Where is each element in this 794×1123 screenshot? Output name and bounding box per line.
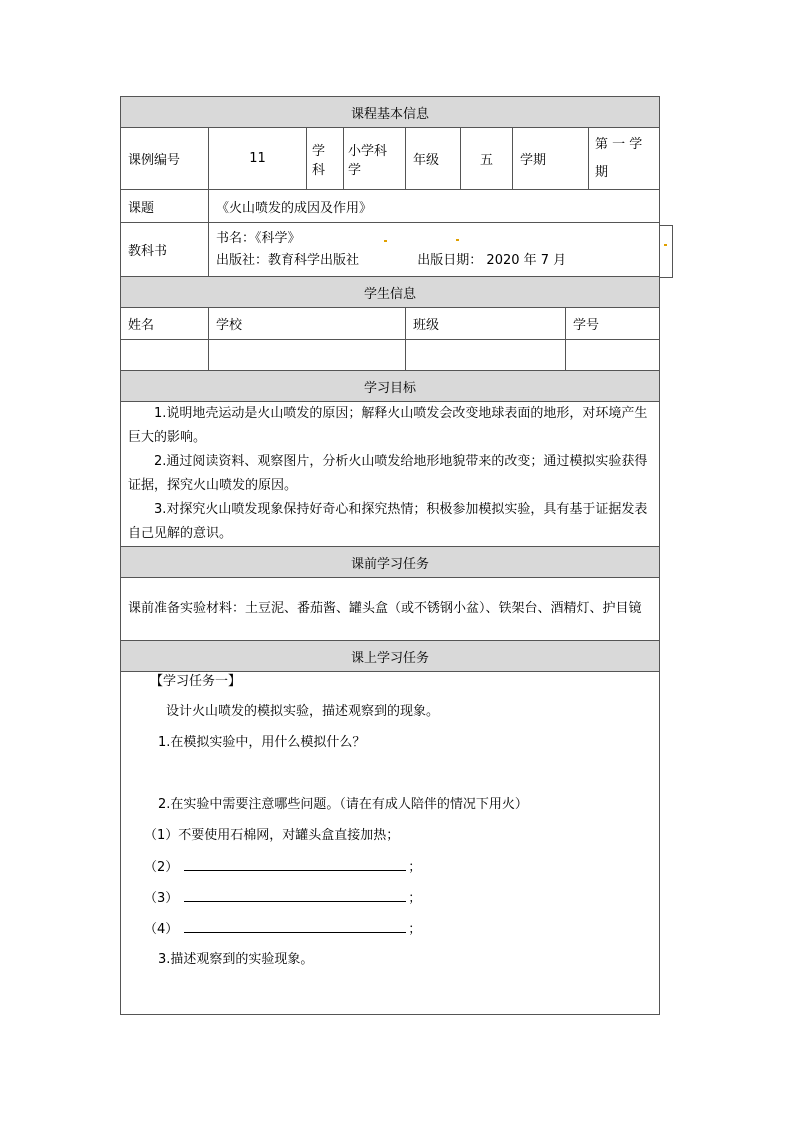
student-id-input-cell[interactable]: [566, 340, 660, 371]
precaution-item-3-semicolon: ；: [408, 891, 422, 906]
precaution-item-4-label: （4）: [144, 922, 179, 937]
pre-class-task-header: 课前学习任务: [121, 547, 660, 578]
class-input-cell[interactable]: [406, 340, 566, 371]
school-input-cell[interactable]: [209, 340, 406, 371]
task-title: 【学习任务一】: [150, 674, 242, 689]
textbook-label: 教科书: [121, 223, 209, 277]
semester-value-line2: 期: [595, 164, 609, 180]
grade-label: 年级: [406, 128, 461, 190]
learning-goals-header: 学习目标: [121, 371, 660, 402]
book-name: 书名：《科学》: [216, 230, 301, 246]
case-number-label: 课例编号: [121, 128, 209, 190]
textbook-info: [209, 223, 660, 277]
question-3: 3.描述观察到的实验现象。: [158, 952, 314, 967]
precaution-item-3-label: （3）: [144, 891, 179, 906]
precaution-item-3-blank[interactable]: [184, 888, 406, 902]
goal-item: 2.通过阅读资料、观察图片，分析火山喷发给地形地貌带来的改变；通过模拟实验获得证据，探究火山喷发的原因。: [128, 454, 648, 493]
goal-item: 1.说明地壳运动是火山喷发的原因；解释火山喷发会改变地球表面的地形，对环境产生巨大的影响。: [128, 406, 648, 445]
precaution-item-4: [144, 919, 652, 950]
precaution-item-2: [144, 857, 652, 888]
school-label: 学校: [209, 308, 406, 340]
subject-value: 小学科学: [344, 128, 406, 190]
case-number-value: 11: [209, 128, 307, 190]
precaution-item-4-blank[interactable]: [184, 919, 406, 933]
grade-value: 五: [461, 128, 513, 190]
topic-value: 《火山喷发的成因及作用》: [209, 190, 660, 223]
class-label: 班级: [406, 308, 566, 340]
student-info-header: 学生信息: [121, 277, 660, 308]
semester-label: 学期: [513, 128, 589, 190]
precaution-item-1: （1）不要使用石棉网，对罐头盒直接加热；: [144, 828, 400, 843]
course-info-header: 课程基本信息: [121, 97, 660, 128]
learning-goals: [121, 402, 660, 547]
question-1: 1.在模拟实验中，用什么模拟什么？: [158, 735, 366, 750]
question-2: 2.在实验中需要注意哪些问题。（请在有成人陪伴的情况下用火）: [158, 797, 528, 812]
subject-label: 学科: [307, 128, 344, 190]
name-input-cell[interactable]: [121, 340, 209, 371]
topic-label: 课题: [121, 190, 209, 223]
in-class-task-body: [121, 672, 660, 1015]
name-label: 姓名: [121, 308, 209, 340]
precaution-item-3: [144, 888, 652, 919]
lesson-plan-document: [120, 96, 659, 1015]
precaution-item-4-semicolon: ；: [408, 922, 422, 937]
lesson-plan-table: [120, 96, 660, 1015]
table-overhang-border: [659, 225, 673, 278]
semester-value-line1: 第 一 学: [595, 136, 643, 152]
goal-item: 3.对探究火山喷发现象保持好奇心和探究热情；积极参加模拟实验，具有基于证据发表自己见解的意识。: [128, 502, 648, 541]
task-intro: 设计火山喷发的模拟实验，描述观察到的现象。: [166, 704, 440, 719]
publication-date: 出版日期： 2020 年 7 月: [417, 252, 567, 268]
artifact-dot: [456, 239, 459, 241]
pre-class-task-text: 课前准备实验材料：土豆泥、番茄酱、罐头盒（或不锈钢小盆）、铁架台、酒精灯、护目镜: [121, 578, 660, 641]
precaution-item-2-semicolon: ；: [408, 860, 422, 875]
in-class-task-header: 课上学习任务: [121, 641, 660, 672]
student-id-label: 学号: [566, 308, 660, 340]
precaution-item-2-blank[interactable]: [184, 857, 406, 871]
publisher-line: [216, 250, 652, 272]
semester-value: [589, 128, 660, 190]
artifact-dot: [384, 240, 387, 242]
precaution-item-2-label: （2）: [144, 860, 179, 875]
publisher: 出版社：教育科学出版社: [216, 252, 360, 268]
